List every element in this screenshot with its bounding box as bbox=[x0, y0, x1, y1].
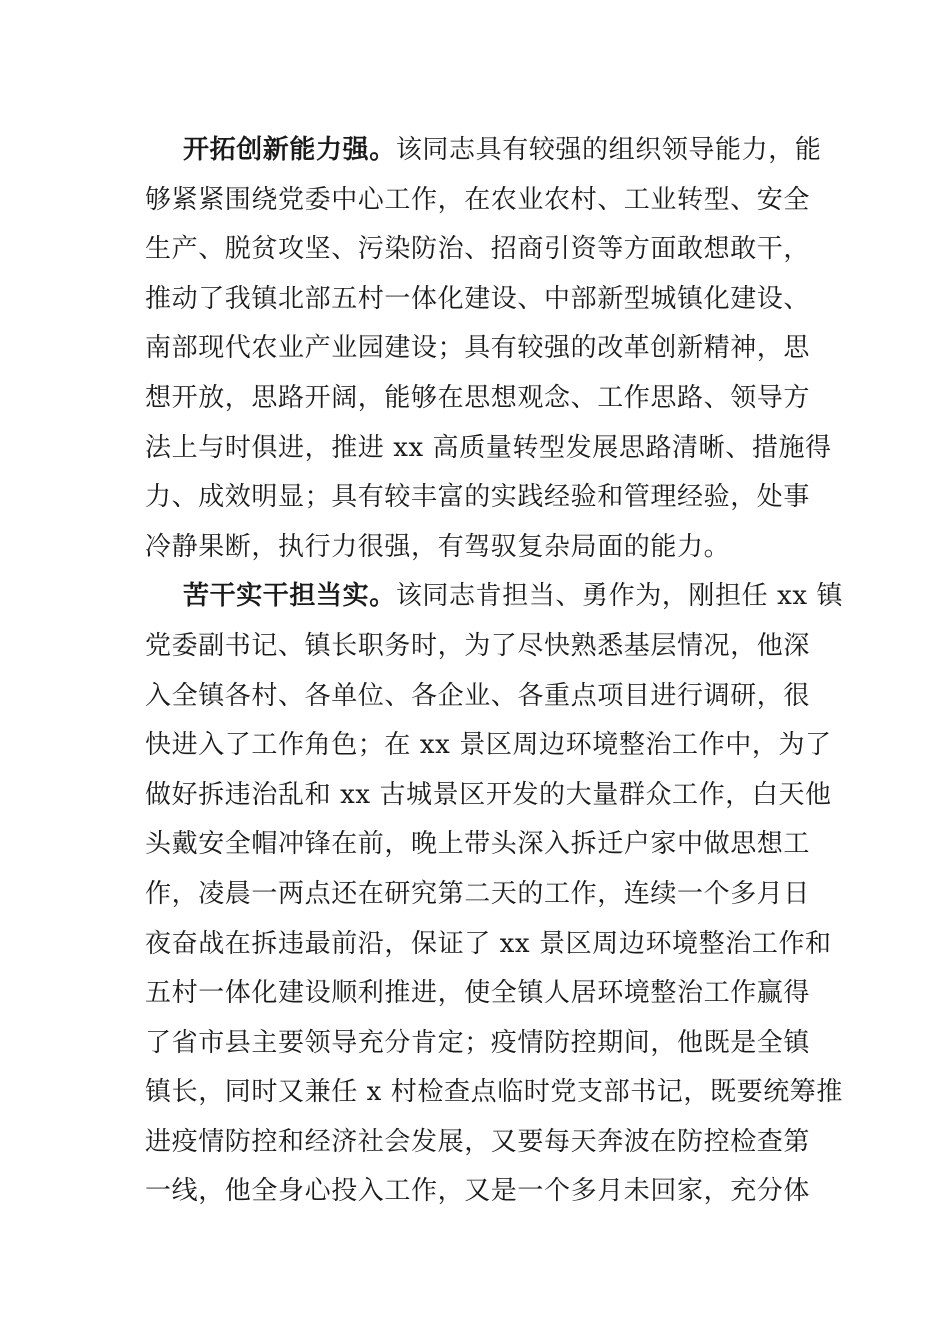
paragraph-innovation bbox=[145, 126, 832, 572]
paragraph-line: 做好拆违治乱和 xx 古城景区开发的大量群众工作，白天他 bbox=[145, 779, 832, 810]
paragraph-line: 法上与时俱进，推进 xx 高质量转型发展思路清晰、措施得 bbox=[145, 432, 832, 463]
paragraph-text: 该同志具有较强的组织领导能力，能 bbox=[395, 135, 822, 165]
paragraph-line: 冷静果断，执行力很强，有驾驭复杂局面的能力。 bbox=[145, 531, 731, 562]
paragraph-hard-work bbox=[145, 572, 844, 1217]
paragraph-line: 一线，他全身心投入工作，又是一个多月未回家，充分体 bbox=[145, 1176, 811, 1207]
paragraph-line: 够紧紧围绕党委中心工作，在农业农村、工业转型、安全 bbox=[145, 184, 811, 215]
paragraph-line: 想开放，思路开阔，能够在思想观念、工作思路、领导方 bbox=[145, 382, 811, 413]
paragraph-line: 夜奋战在拆违最前沿，保证了 xx 景区周边环境整治工作和 bbox=[145, 928, 832, 959]
paragraph-first-line bbox=[145, 572, 844, 622]
paragraph-line: 了省市县主要领导充分肯定；疫情防控期间，他既是全镇 bbox=[145, 1027, 811, 1058]
document-body bbox=[145, 126, 844, 1217]
paragraph-line: 入全镇各村、各单位、各企业、各重点项目进行调研，很 bbox=[145, 680, 811, 711]
paragraph-text: 该同志肯担当、勇作为，刚担任 xx 镇 bbox=[395, 581, 844, 612]
paragraph-line: 生产、脱贫攻坚、污染防治、招商引资等方面敢想敢干， bbox=[145, 234, 811, 265]
paragraph-heading: 开拓创新能力强。 bbox=[183, 135, 396, 165]
paragraph-line: 力、成效明显；具有较丰富的实践经验和管理经验，处事 bbox=[145, 482, 811, 513]
paragraph-line: 镇长，同时又兼任 x 村检查点临时党支部书记，既要统筹推 bbox=[145, 1077, 843, 1108]
paragraph-line: 党委副书记、镇长职务时，为了尽快熟悉基层情况，他深 bbox=[145, 630, 811, 661]
paragraph-line: 推动了我镇北部五村一体化建设、中部新型城镇化建设、 bbox=[145, 283, 811, 314]
paragraph-first-line bbox=[145, 126, 822, 176]
paragraph-line: 头戴安全帽冲锋在前，晚上带头深入拆迁户家中做思想工 bbox=[145, 829, 811, 860]
paragraph-line: 南部现代农业产业园建设；具有较强的改革创新精神，思 bbox=[145, 333, 811, 364]
paragraph-line: 进疫情防控和经济社会发展，又要每天奔波在防控检查第 bbox=[145, 1126, 811, 1157]
paragraph-line: 作，凌晨一两点还在研究第二天的工作，连续一个多月日 bbox=[145, 878, 811, 909]
paragraph-line: 快进入了工作角色；在 xx 景区周边环境整治工作中，为了 bbox=[145, 730, 832, 761]
paragraph-heading: 苦干实干担当实。 bbox=[183, 581, 396, 612]
paragraph-line: 五村一体化建设顺利推进，使全镇人居环境整治工作赢得 bbox=[145, 978, 811, 1009]
